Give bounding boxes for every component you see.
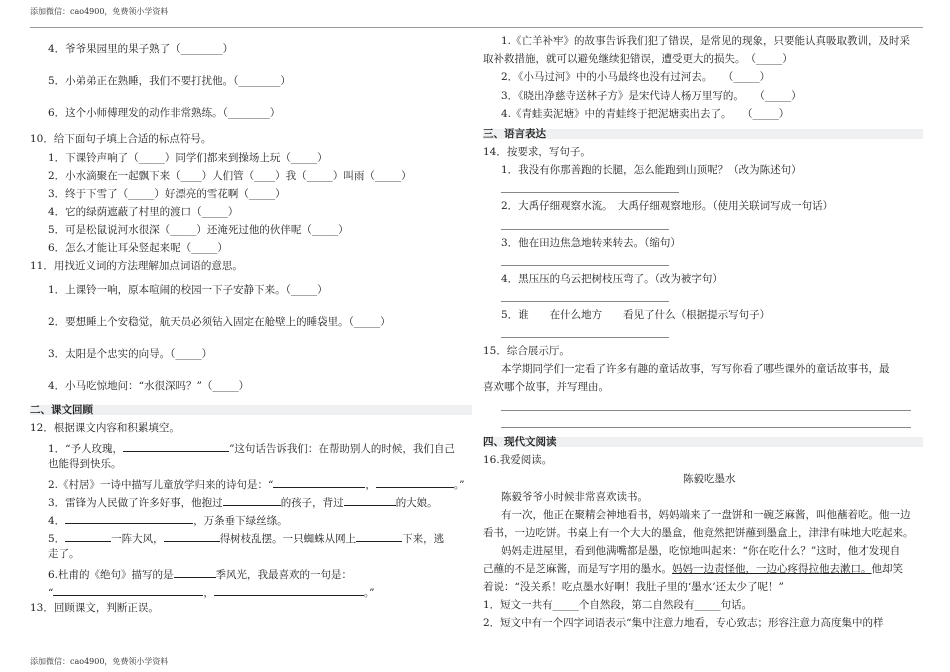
q10-item-2: 2．小水滴聚在一起飘下来（____）人们管（____）我（_____）叫雨（_____） bbox=[48, 170, 412, 182]
answer-line[interactable] bbox=[501, 192, 679, 193]
blank[interactable] bbox=[273, 477, 365, 488]
blank[interactable] bbox=[214, 585, 364, 596]
answer-line[interactable] bbox=[501, 229, 669, 230]
q13-item-1: 1.《亡羊补牢》的故事告诉我们犯了错误，是常见的现象，只要能认真吸取教训，及时采 bbox=[501, 35, 911, 47]
q11-item-3: 3．太阳是个忠实的向导。（_____） bbox=[48, 348, 213, 360]
story-p2b: 看书，一边吃饼。书桌上有一个大大的墨盒，他竟然把饼蘸到墨盒上，津津有味地大吃起来。 bbox=[483, 527, 914, 539]
q12-item-6: 6.杜甫的《绝句》描写的是 季风光，我最喜欢的一句是： bbox=[48, 569, 353, 581]
blank[interactable] bbox=[356, 531, 402, 542]
q16-title: 16.我爱阅读。 bbox=[483, 454, 553, 466]
page-header: 添加微信：cao4900，免费领小学资料 bbox=[30, 7, 169, 16]
q12-item-4: 4． ，万条垂下绿丝绦。 bbox=[48, 515, 288, 527]
q9-item-4: 4．爷爷果园里的果子熟了（________） bbox=[48, 43, 234, 55]
q15-title: 15．综合展示厅。 bbox=[483, 345, 570, 357]
q11-item-1: 1．上课铃一响，原本喧闹的校园一下子安静下来。（_____） bbox=[48, 284, 328, 296]
q14-item-5: 5．谁 在什么地方 看见了什么（根据提示写句子） bbox=[501, 309, 771, 321]
q11-title: 11．用找近义词的方法理解加点词语的意思。 bbox=[30, 260, 243, 272]
answer-line[interactable] bbox=[501, 265, 669, 266]
blank[interactable] bbox=[123, 441, 229, 452]
q14-item-2: 2．大禹仔细观察水流。 大禹仔细观察地形。（使用关联词写成一句话） bbox=[501, 200, 834, 212]
q12-item-1: 1．“予人玫瑰， ”这句话告诉我们：在帮助别人的时候，我们自己 bbox=[48, 443, 455, 455]
q14-item-3: 3．他在田边焦急地转来转去。（缩句） bbox=[501, 237, 681, 249]
blank[interactable] bbox=[174, 567, 216, 578]
q12-item-6-cont: “ ， 。” bbox=[48, 587, 375, 599]
q16-item-1: 1．短文一共有_____个自然段，第二自然段有_____句话。 bbox=[483, 599, 753, 611]
q13-item-2: 2．《小马过河》中的小马最终也没有过河去。 （_____） bbox=[501, 71, 771, 83]
q13-title: 13．回顾课文，判断正误。 bbox=[30, 602, 159, 614]
header-rule bbox=[30, 27, 923, 28]
q11-item-2: 2．要想睡上个安稳觉，航天员必须钻入固定在舱壁上的睡袋里。（_____） bbox=[48, 316, 391, 328]
section-2-title: 二、课文回顾 bbox=[30, 404, 93, 416]
q10-item-1: 1．下课铃声响了（_____）同学们都来到操场上玩（_____） bbox=[48, 152, 328, 164]
q12-item-2: 2.《村居》一诗中描写儿童放学归来的诗句是：“ ， 。” bbox=[48, 479, 465, 491]
q13-item-4: 4.《青蛙卖泥塘》中的青蛙终于把泥塘卖出去了。 （_____） bbox=[501, 108, 790, 120]
story-p1: 陈毅爷爷小时候非常喜欢读书。 bbox=[501, 491, 648, 503]
q10-item-4: 4．它的绿荫遮蔽了村里的渡口（_____） bbox=[48, 206, 239, 218]
q10-title: 10．给下面句子填上合适的标点符号。 bbox=[30, 133, 212, 145]
q12-item-5-cont: 走了。 bbox=[48, 548, 80, 560]
underlined-sentence: 妈妈一边责怪他，一边心疼得拉他去漱口。 bbox=[672, 563, 872, 575]
story-title: 陈毅吃墨水 bbox=[683, 473, 736, 485]
q12-item-1-cont: 也能得到快乐。 bbox=[48, 458, 122, 470]
q9-item-5: 5．小弟弟正在熟睡，我们不要打扰他。（________） bbox=[48, 75, 291, 87]
blank[interactable] bbox=[53, 585, 203, 596]
q13-item-1-cont: 取补救措施，就可以避免继续犯错误，遭受更大的损失。 （_____） bbox=[483, 53, 793, 65]
q15-text-2: 喜欢哪个故事，并写理由。 bbox=[483, 381, 609, 393]
answer-line[interactable] bbox=[501, 427, 911, 428]
q13-item-3: 3．《晓出净慈寺送林子方》是宋代诗人杨万里写的。 （_____） bbox=[501, 90, 802, 102]
blank[interactable] bbox=[223, 495, 281, 506]
q12-item-3: 3．雷锋为人民做了许多好事，他抱过 的孩子，背过 的大娘。 bbox=[48, 497, 438, 509]
q10-item-3: 3．终于下雪了（_____）好漂亮的雪花啊（_____） bbox=[48, 188, 286, 200]
q14-title: 14．按要求，写句子。 bbox=[483, 146, 591, 158]
q10-item-5: 5．可是松鼠说河水很深（_____）还淹死过他的伙伴呢（_____） bbox=[48, 224, 349, 236]
q11-item-4: 4．小马吃惊地问：“水很深吗？”（_____） bbox=[48, 380, 250, 392]
blank[interactable] bbox=[376, 477, 454, 488]
q12-item-5: 5． 一阵大风， 得树枝乱摆。一只蜘蛛从网上 下来，逃 bbox=[48, 533, 445, 545]
answer-line[interactable] bbox=[501, 410, 911, 411]
story-p3b: 己蘸的不是芝麻酱，而是写字用的墨水。妈妈一边责怪他，一边心疼得拉他去漱口。他却笑 bbox=[483, 563, 903, 575]
story-p3a: 妈妈走进屋里，看到他满嘴都是墨，吃惊地叫起来：“你在吃什么？”这时，他才发现自 bbox=[501, 545, 901, 557]
section-3-title: 三、语言表达 bbox=[483, 128, 546, 140]
story-p2a: 有一次，他正在聚精会神地看书，妈妈端来了一盘饼和一碗芝麻酱，叫他蘸着吃。他一边 bbox=[501, 509, 911, 521]
q14-item-4: 4．黑压压的乌云把树枝压弯了。（改为被字句） bbox=[501, 273, 723, 285]
q10-item-6: 6．怎么才能让耳朵竖起来呢（_____） bbox=[48, 242, 228, 254]
page-footer: 添加微信：cao4900，免费领小学资料 bbox=[30, 657, 169, 666]
q14-item-1: 1．我没有你那善跑的长腿，怎么能跑到山顶呢？（改为陈述句） bbox=[501, 164, 802, 176]
q9-item-6: 6．这个小师傅理发的动作非常熟练。（________） bbox=[48, 107, 281, 119]
section-3-bar bbox=[483, 129, 923, 139]
q16-item-2: 2．短文中有一个四字词语表示“集中注意力地看，专心致志；形容注意力高度集中的样 bbox=[483, 617, 884, 629]
blank[interactable] bbox=[164, 531, 220, 542]
answer-line[interactable] bbox=[501, 337, 669, 338]
q15-text-1: 本学期同学们一定看了许多有趣的童话故事，写写你看了哪些课外的童话故事书，最 bbox=[501, 363, 890, 375]
story-p3c: 着说：“没关系！吃点墨水好啊！我肚子里的‘墨水’还太少了呢！” bbox=[483, 581, 784, 593]
blank[interactable] bbox=[65, 531, 111, 542]
blank[interactable] bbox=[344, 495, 396, 506]
q12-title: 12．根据课文内容和积累填空。 bbox=[30, 422, 180, 434]
section-4-title: 四、现代文阅读 bbox=[483, 436, 557, 448]
answer-line[interactable] bbox=[501, 301, 669, 302]
blank[interactable] bbox=[65, 513, 193, 524]
section-2-bar bbox=[30, 405, 472, 415]
